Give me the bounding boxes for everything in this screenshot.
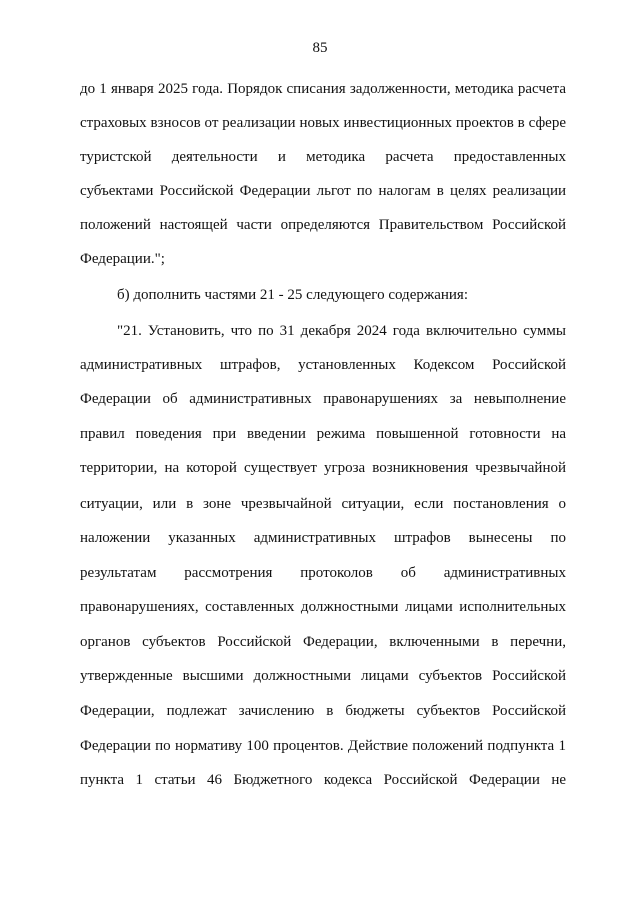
text-line: Федерации."; (80, 251, 165, 267)
text-line: правонарушениях, составленных должностными лицами исполнительных (80, 599, 566, 615)
page-number: 85 (312, 40, 328, 56)
text-line: пункта 1 статьи 46 Бюджетного кодекса Российской Федерации не (80, 772, 566, 788)
text-line: б) дополнить частями 21 - 25 следующего содержания: (117, 287, 468, 303)
text-line: ситуации, или в зоне чрезвычайной ситуации, если постановления о (80, 496, 566, 512)
text-line: административных штрафов, установленных Кодексом Российской (80, 357, 566, 373)
text-line: территории, на которой существует угроза возникновения чрезвычайной (80, 460, 566, 476)
text-line: страховых взносов от реализации новых инвестиционных проектов в сфере (80, 115, 566, 131)
text-line: органов субъектов Российской Федерации, включенными в перечни, (80, 634, 566, 650)
text-line: субъектами Российской Федерации льгот по налогам в целях реализации (80, 183, 566, 199)
text-line: правил поведения при введении режима повышенной готовности на (80, 426, 566, 442)
text-line: результатам рассмотрения протоколов об административных (80, 565, 566, 581)
text-line: утвержденные высшими должностными лицами субъектов Российской (80, 668, 566, 684)
text-line: Федерации об административных правонарушениях за невыполнение (80, 391, 566, 407)
text-line: до 1 января 2025 года. Порядок списания задолженности, методика расчета (80, 81, 566, 97)
text-line: положений настоящей части определяются Правительством Российской (80, 217, 566, 233)
text-line: Федерации по нормативу 100 процентов. Действие положений подпункта 1 (80, 738, 566, 754)
text-line: туристской деятельности и методика расчета предоставленных (80, 149, 566, 165)
text-line: Федерации, подлежат зачислению в бюджеты субъектов Российской (80, 703, 566, 719)
text-line: "21. Установить, что по 31 декабря 2024 года включительно суммы (117, 323, 566, 339)
text-line: наложении указанных административных штрафов вынесены по (80, 530, 566, 546)
